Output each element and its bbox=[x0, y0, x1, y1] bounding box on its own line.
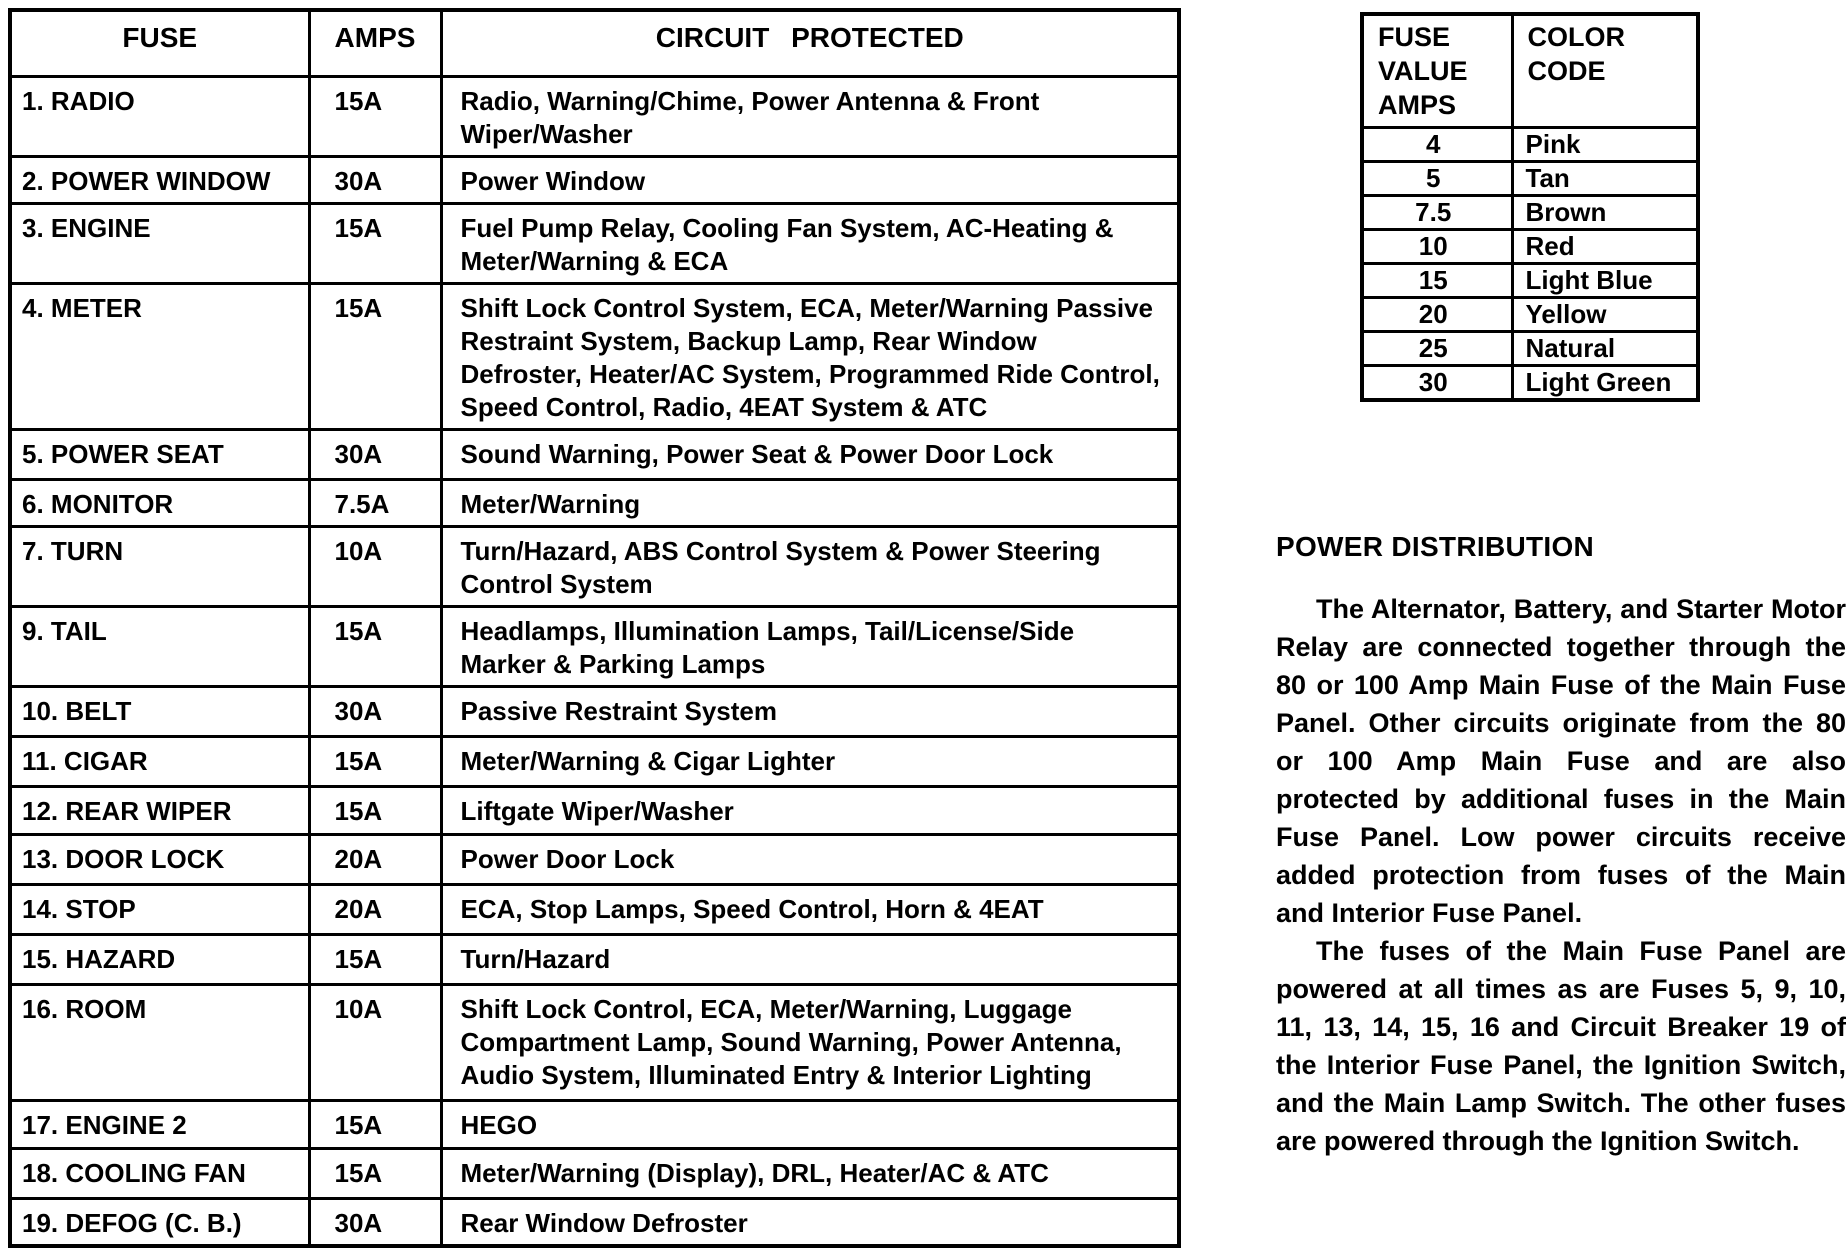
amps-cell: 20A bbox=[309, 834, 441, 884]
power-distribution-paragraph: The Alternator, Battery, and Starter Motor Relay are connected together through the 80 or 100 Amp Main Fuse of the Main Fuse Panel. Other circuits originate from the 80 or 100 Amp Main Fuse and are also protected by additional fuses in the Main Fuse Panel. Low power circuits receive added protection from fuses of the Main and Interior Fuse Panel. bbox=[1276, 594, 1846, 928]
circuit-cell: Power Door Lock bbox=[441, 834, 1179, 884]
circuit-cell: Meter/Warning & Cigar Lighter bbox=[441, 736, 1179, 786]
fuse-color-code-table bbox=[1360, 12, 1700, 402]
amps-cell: 15A bbox=[309, 203, 441, 283]
fuse-value-cell: 30 bbox=[1362, 366, 1512, 401]
circuit-cell: Meter/Warning bbox=[441, 479, 1179, 526]
column-header-color-code: COLOR CODE bbox=[1512, 14, 1698, 128]
column-header-fuse: FUSE bbox=[10, 10, 309, 76]
circuit-cell: Passive Restraint System bbox=[441, 686, 1179, 736]
fuse-name-cell: 9. TAIL bbox=[10, 606, 309, 686]
column-header-circuit-protected: CIRCUIT PROTECTED bbox=[441, 10, 1179, 76]
fuse-name-cell: 12. REAR WIPER bbox=[10, 786, 309, 834]
color-name-cell: Natural bbox=[1512, 332, 1698, 366]
color-name-cell: Pink bbox=[1512, 128, 1698, 162]
fuse-name-cell: 10. BELT bbox=[10, 686, 309, 736]
fuse-name-cell: 13. DOOR LOCK bbox=[10, 834, 309, 884]
table-row bbox=[10, 884, 1179, 934]
color-name-cell: Yellow bbox=[1512, 298, 1698, 332]
color-name-cell: Light Blue bbox=[1512, 264, 1698, 298]
fuse-name-cell: 19. DEFOG (C. B.) bbox=[10, 1198, 309, 1246]
color-table-row bbox=[1362, 366, 1698, 401]
table-row bbox=[10, 736, 1179, 786]
circuit-cell: Turn/Hazard, ABS Control System & Power Steering Control System bbox=[441, 526, 1179, 606]
color-table-row bbox=[1362, 128, 1698, 162]
color-table-row bbox=[1362, 264, 1698, 298]
amps-cell: 30A bbox=[309, 686, 441, 736]
table-row bbox=[10, 526, 1179, 606]
color-name-cell: Brown bbox=[1512, 196, 1698, 230]
table-row bbox=[10, 686, 1179, 736]
table-row bbox=[10, 283, 1179, 429]
power-distribution-heading: POWER DISTRIBUTION bbox=[1276, 531, 1595, 562]
amps-cell: 15A bbox=[309, 1148, 441, 1198]
amps-cell: 10A bbox=[309, 526, 441, 606]
color-table-row bbox=[1362, 230, 1698, 264]
table-row bbox=[10, 479, 1179, 526]
fuse-value-cell: 20 bbox=[1362, 298, 1512, 332]
table-row bbox=[10, 786, 1179, 834]
table-row bbox=[10, 156, 1179, 203]
column-header-fuse-value-amps: FUSE VALUE AMPS bbox=[1362, 14, 1512, 128]
fuse-name-cell: 4. METER bbox=[10, 283, 309, 429]
amps-cell: 30A bbox=[309, 429, 441, 479]
fuse-value-cell: 4 bbox=[1362, 128, 1512, 162]
table-row bbox=[10, 1198, 1179, 1246]
fuse-name-cell: 17. ENGINE 2 bbox=[10, 1100, 309, 1148]
color-table-header-row bbox=[1362, 14, 1698, 128]
circuit-cell: Rear Window Defroster bbox=[441, 1198, 1179, 1246]
circuit-cell: HEGO bbox=[441, 1100, 1179, 1148]
amps-cell: 15A bbox=[309, 76, 441, 156]
amps-cell: 20A bbox=[309, 884, 441, 934]
fuse-value-cell: 15 bbox=[1362, 264, 1512, 298]
fuse-name-cell: 15. HAZARD bbox=[10, 934, 309, 984]
circuit-cell: Radio, Warning/Chime, Power Antenna & Front Wiper/Washer bbox=[441, 76, 1179, 156]
color-table-row bbox=[1362, 162, 1698, 196]
fuse-name-cell: 5. POWER SEAT bbox=[10, 429, 309, 479]
fuse-value-cell: 10 bbox=[1362, 230, 1512, 264]
amps-cell: 7.5A bbox=[309, 479, 441, 526]
circuit-cell: Fuel Pump Relay, Cooling Fan System, AC-Heating & Meter/Warning & ECA bbox=[441, 203, 1179, 283]
amps-cell: 15A bbox=[309, 1100, 441, 1148]
fuse-name-cell: 18. COOLING FAN bbox=[10, 1148, 309, 1198]
fuse-name-cell: 14. STOP bbox=[10, 884, 309, 934]
fuse-value-cell: 5 bbox=[1362, 162, 1512, 196]
circuit-cell: Meter/Warning (Display), DRL, Heater/AC & ATC bbox=[441, 1148, 1179, 1198]
circuit-cell: ECA, Stop Lamps, Speed Control, Horn & 4EAT bbox=[441, 884, 1179, 934]
table-row bbox=[10, 76, 1179, 156]
circuit-cell: Headlamps, Illumination Lamps, Tail/License/Side Marker & Parking Lamps bbox=[441, 606, 1179, 686]
amps-cell: 15A bbox=[309, 786, 441, 834]
column-header-amps: AMPS bbox=[309, 10, 441, 76]
power-distribution-text bbox=[1276, 590, 1846, 1160]
fuse-name-cell: 1. RADIO bbox=[10, 76, 309, 156]
color-name-cell: Light Green bbox=[1512, 366, 1698, 401]
table-row bbox=[10, 1100, 1179, 1148]
circuit-cell: Shift Lock Control System, ECA, Meter/Warning Passive Restraint System, Backup Lamp, Rear Window Defroster, Heater/AC System, Programmed Ride Control, Speed Control, Radio, 4EAT System & ATC bbox=[441, 283, 1179, 429]
table-row bbox=[10, 934, 1179, 984]
fuse-name-cell: 6. MONITOR bbox=[10, 479, 309, 526]
fuse-name-cell: 3. ENGINE bbox=[10, 203, 309, 283]
fuse-name-cell: 7. TURN bbox=[10, 526, 309, 606]
table-row bbox=[10, 834, 1179, 884]
table-row bbox=[10, 203, 1179, 283]
amps-cell: 15A bbox=[309, 283, 441, 429]
circuit-cell: Sound Warning, Power Seat & Power Door Lock bbox=[441, 429, 1179, 479]
circuit-cell: Turn/Hazard bbox=[441, 934, 1179, 984]
color-table-row bbox=[1362, 196, 1698, 230]
circuit-cell: Shift Lock Control, ECA, Meter/Warning, Luggage Compartment Lamp, Sound Warning, Power Antenna, Audio System, Illuminated Entry & Interior Lighting bbox=[441, 984, 1179, 1100]
fuse-table-header-row bbox=[10, 10, 1179, 76]
amps-cell: 15A bbox=[309, 736, 441, 786]
color-name-cell: Red bbox=[1512, 230, 1698, 264]
table-row bbox=[10, 1148, 1179, 1198]
amps-cell: 30A bbox=[309, 1198, 441, 1246]
fuse-value-cell: 7.5 bbox=[1362, 196, 1512, 230]
table-row bbox=[10, 984, 1179, 1100]
amps-cell: 10A bbox=[309, 984, 441, 1100]
table-row bbox=[10, 429, 1179, 479]
color-name-cell: Tan bbox=[1512, 162, 1698, 196]
color-table-row bbox=[1362, 298, 1698, 332]
amps-cell: 30A bbox=[309, 156, 441, 203]
circuit-cell: Power Window bbox=[441, 156, 1179, 203]
fuse-value-cell: 25 bbox=[1362, 332, 1512, 366]
fuse-name-cell: 2. POWER WINDOW bbox=[10, 156, 309, 203]
fuse-name-cell: 11. CIGAR bbox=[10, 736, 309, 786]
fuse-name-cell: 16. ROOM bbox=[10, 984, 309, 1100]
table-row bbox=[10, 606, 1179, 686]
color-table-row bbox=[1362, 332, 1698, 366]
power-distribution-paragraph: The fuses of the Main Fuse Panel are powered at all times as are Fuses 5, 9, 10, 11, 13, 14, 15, 16 and Circuit Breaker 19 of the Interior Fuse Panel, the Ignition Switch, and the Main Lamp Switch. The other fuses are powered through the Ignition Switch. bbox=[1276, 936, 1846, 1156]
amps-cell: 15A bbox=[309, 606, 441, 686]
circuit-cell: Liftgate Wiper/Washer bbox=[441, 786, 1179, 834]
amps-cell: 15A bbox=[309, 934, 441, 984]
main-fuse-table bbox=[8, 8, 1181, 1248]
